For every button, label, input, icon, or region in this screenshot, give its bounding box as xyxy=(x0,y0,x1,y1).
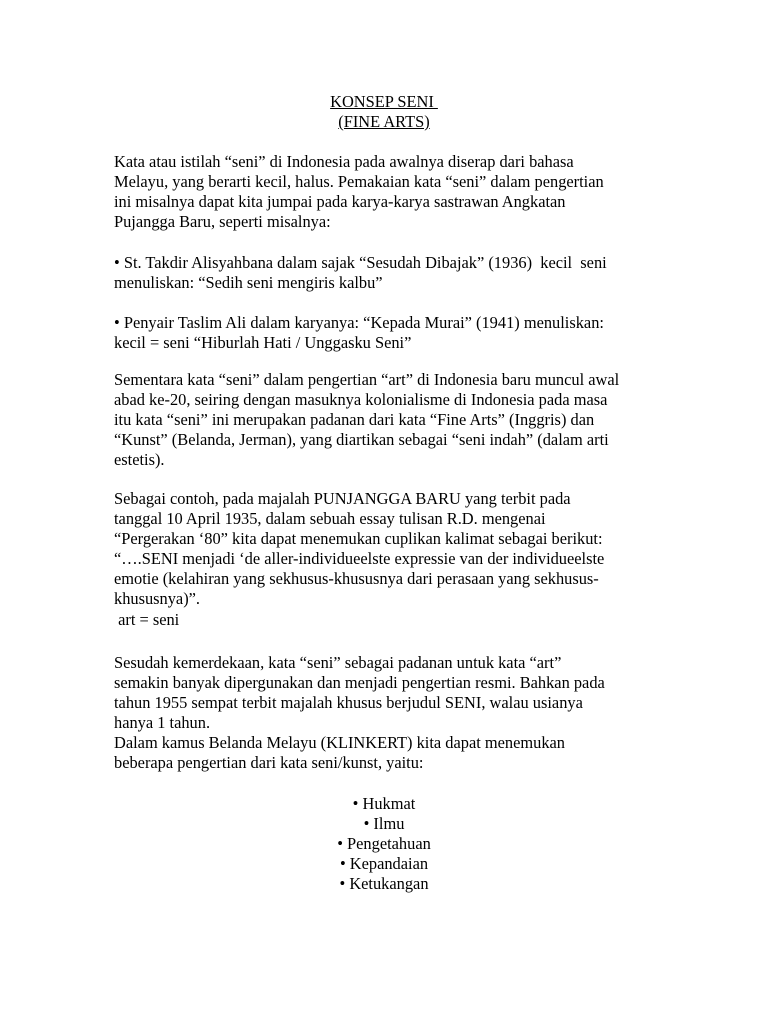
paragraph-4-line: beberapa pengertian dari kata seni/kunst, yaitu: xyxy=(114,753,424,772)
paragraph-1-line: Pujangga Baru, seperti misalnya: xyxy=(114,212,331,231)
paragraph-4-line: semakin banyak dipergunakan dan menjadi pengertian resmi. Bahkan pada xyxy=(114,673,605,692)
paragraph-1-line: ini misalnya dapat kita jumpai pada karya-karya sastrawan Angkatan xyxy=(114,192,566,211)
paragraph-3-line: art = seni xyxy=(114,610,180,629)
paragraph-4-line: hanya 1 tahun. xyxy=(114,713,211,732)
list-item: • Ilmu xyxy=(363,814,405,833)
paragraph-4-line: Dalam kamus Belanda Melayu (KLINKERT) kita dapat menemukan xyxy=(114,733,565,752)
list-item: • Kepandaian xyxy=(339,854,429,873)
paragraph-1-line: Kata atau istilah “seni” di Indonesia pada awalnya diserap dari bahasa xyxy=(114,152,574,171)
paragraph-3-line: “Pergerakan ‘80” kita dapat menemukan cuplikan kalimat sebagai berikut: xyxy=(114,529,603,548)
list-item: • Pengetahuan xyxy=(337,834,431,853)
paragraph-2-line: abad ke-20, seiring dengan masuknya kolonialisme di Indonesia pada masa xyxy=(114,390,608,409)
list-item: • Hukmat xyxy=(352,794,416,813)
paragraph-4-line: tahun 1955 sempat terbit majalah khusus berjudul SENI, walau usianya xyxy=(114,693,583,712)
paragraph-4-line: Sesudah kemerdekaan, kata “seni” sebagai padanan untuk kata “art” xyxy=(114,653,562,672)
bullet-1-line: menuliskan: “Sedih seni mengiris kalbu” xyxy=(114,273,383,292)
list-item: • Ketukangan xyxy=(339,874,429,893)
paragraph-3-line: “….SENI menjadi ‘de aller-individueelste expressie van der individueelste xyxy=(114,549,605,568)
bullet-2-line: • Penyair Taslim Ali dalam karyanya: “Kepada Murai” (1941) menuliskan: xyxy=(114,313,604,332)
paragraph-2-line: estetis). xyxy=(114,450,165,469)
paragraph-2-line: “Kunst” (Belanda, Jerman), yang diartikan sebagai “seni indah” (dalam arti xyxy=(114,430,609,449)
paragraph-1-line: Melayu, yang berarti kecil, halus. Pemakaian kata “seni” dalam pengertian xyxy=(114,172,604,191)
paragraph-2-line: Sementara kata “seni” dalam pengertian “art” di Indonesia baru muncul awal xyxy=(114,370,620,389)
paragraph-3-line: khususnya)”. xyxy=(114,589,201,608)
document-title-line-1: KONSEP SENI xyxy=(330,92,438,111)
paragraph-3-line: tanggal 10 April 1935, dalam sebuah essay tulisan R.D. mengenai xyxy=(114,509,546,528)
bullet-2-line: kecil = seni “Hiburlah Hati / Unggasku Seni” xyxy=(114,333,412,352)
document-title-line-2: (FINE ARTS) xyxy=(338,112,430,131)
bullet-1-line: • St. Takdir Alisyahbana dalam sajak “Sesudah Dibajak” (1936) kecil seni xyxy=(114,253,607,272)
paragraph-3-line: Sebagai contoh, pada majalah PUNJANGGA BARU yang terbit pada xyxy=(114,489,571,508)
paragraph-3-line: emotie (kelahiran yang sekhusus-khususnya dari perasaan yang sekhusus- xyxy=(114,569,599,588)
paragraph-2-line: itu kata “seni” ini merupakan padanan dari kata “Fine Arts” (Inggris) dan xyxy=(114,410,595,429)
